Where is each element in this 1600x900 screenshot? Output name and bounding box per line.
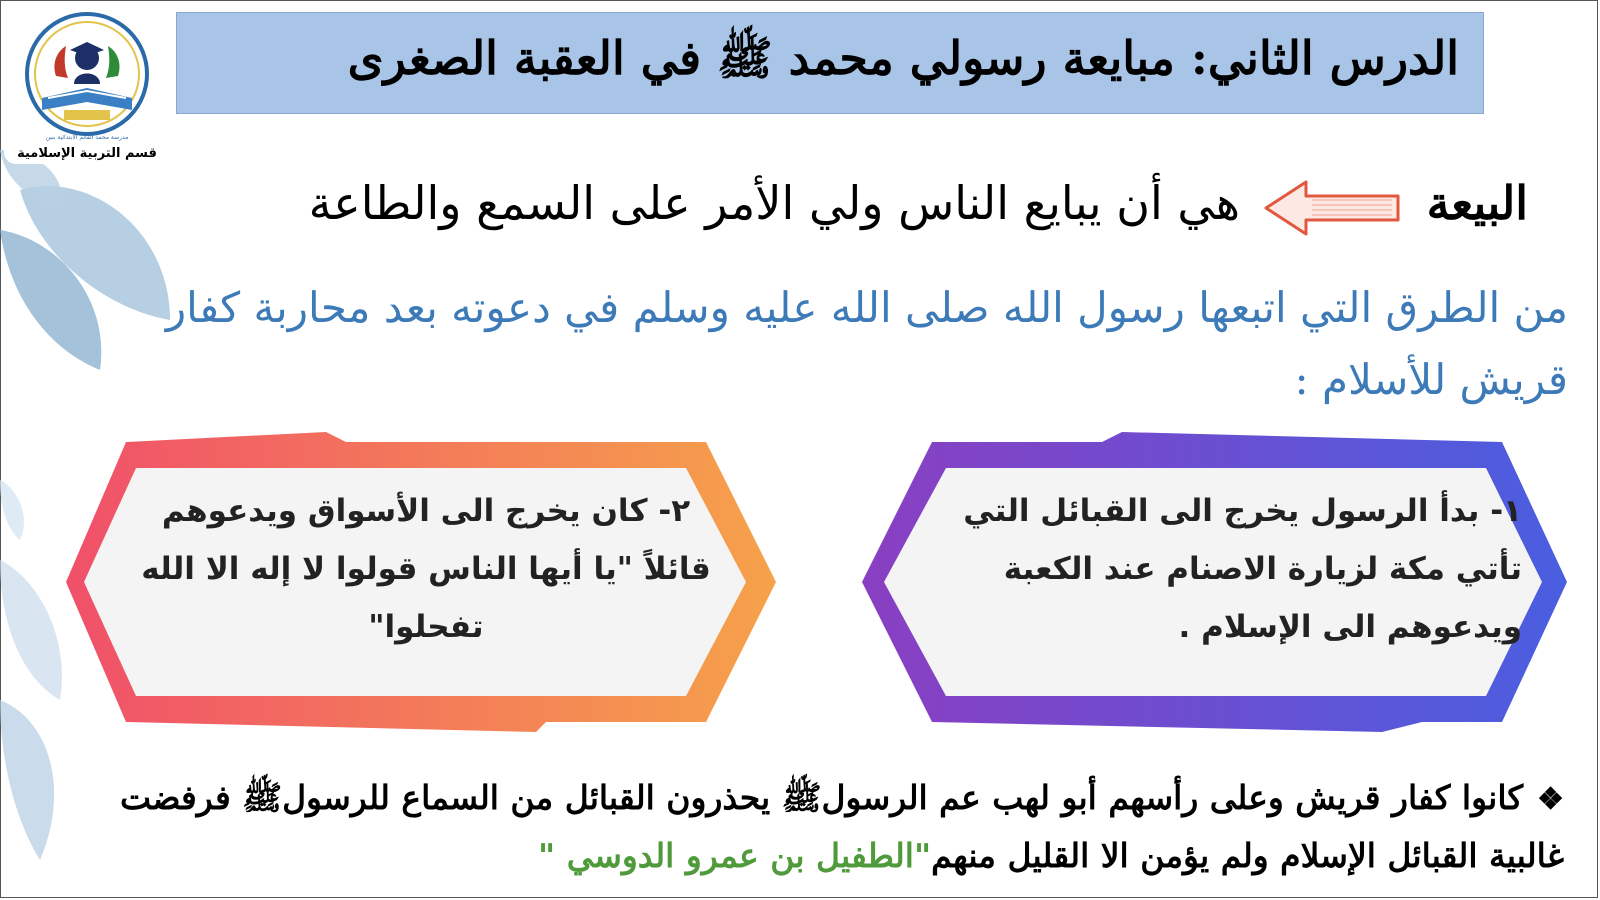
method-card-1-text: ١- بدأ الرسول يخرج الى القبائل التي تأتي مكة لزيارة الاصنام عند الكعبة ويدعوهم الى الإسلام .: [963, 493, 1522, 645]
logo-school-name: مدرسة محمد القائم الابتدائية بنين: [45, 134, 129, 141]
definition-text: هي أن يبايع الناس ولي الأمر على السمع والطاعة: [308, 176, 1240, 230]
school-emblem-icon: [4, 6, 170, 136]
logo-department: قسم التربية الإسلامية: [17, 146, 157, 161]
title-banner: [176, 12, 1484, 114]
school-logo: [4, 6, 170, 164]
bullet-paragraph: [34, 770, 1564, 884]
bullet-text: كانوا كفار قريش وعلى رأسهم أبو لهب عم الرسولﷺ يحذرون القبائل من السماع للرسولﷺ فرفضت غالبية القبائل الإسلام ولم يؤمن الا القليل منهم: [119, 778, 1564, 875]
intro-paragraph: من الطرق التي اتبعها رسول الله صلى الله عليه وسلم في دعوته بعد محاربة كفار قريش للأسلام :: [165, 283, 1568, 404]
definition-term: البيعة: [1426, 176, 1528, 230]
page-title: الدرس الثاني: مبايعة رسولي محمد ﷺ في العقبة الصغرى: [347, 30, 1459, 85]
bullet-highlight: "الطفيل بن عمرو الدوسي ": [538, 836, 932, 875]
method-card-2-text: ٢- كان يخرج الى الأسواق ويدعوهم قائلاً "يا أيها الناس قولوا لا إله الا الله تفحلوا": [141, 493, 711, 645]
method-card-2: [66, 432, 806, 732]
diamond-bullet-icon: ❖: [1537, 782, 1564, 817]
method-card-1: [862, 432, 1582, 732]
left-arrow-icon: [1262, 176, 1404, 240]
